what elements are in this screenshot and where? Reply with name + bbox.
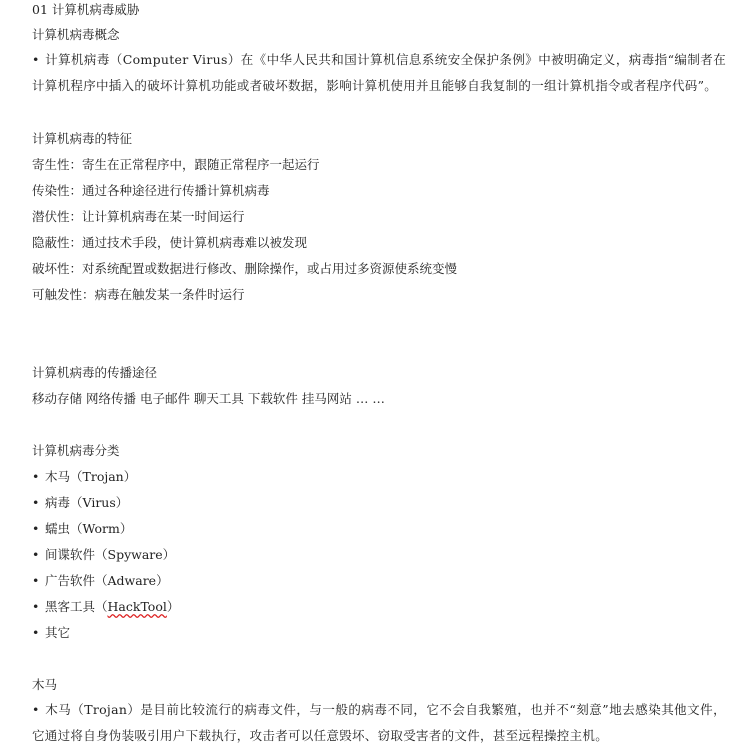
feature-item: 可触发性：病毒在触发某一条件时运行 (32, 287, 245, 302)
bullet-icon: • (32, 702, 40, 717)
features-heading: 计算机病毒的特征 (32, 131, 133, 146)
bullet-icon: • (32, 495, 40, 510)
spellcheck-underlined-term: HackTool (107, 599, 167, 614)
feature-item: 传染性：通过各种途径进行传播计算机病毒 (32, 183, 270, 198)
classification-item: • 木马（Trojan） (32, 469, 137, 484)
spread-routes: 移动存储 网络传播 电子邮件 聊天工具 下载软件 挂马网站 … … (32, 391, 385, 406)
classification-item: • 广告软件（Adware） (32, 573, 169, 588)
bullet-icon: • (32, 547, 40, 562)
classification-item: • 蠕虫（Worm） (32, 521, 133, 536)
classification-item: • 病毒（Virus） (32, 495, 129, 510)
concept-definition-text: 计算机病毒（Computer Virus）在《中华人民共和国计算机信息系统安全保护条例》中被明确定义，病毒指“编制者在计算机程序中插入的破坏计算机功能或者破坏数据，影响计算机使用并且能够自我复制的一组计算机指令或者程序代码”。 (32, 52, 726, 93)
bullet-icon: • (32, 469, 40, 484)
classification-item: • 间谍软件（Spyware） (32, 547, 176, 562)
trojan-heading: 木马 (32, 677, 58, 692)
bullet-icon: • (32, 52, 40, 67)
trojan-description (32, 697, 726, 749)
concept-definition (32, 47, 726, 99)
bullet-icon: • (32, 599, 40, 614)
trojan-description-text: 木马（Trojan）是目前比较流行的病毒文件，与一般的病毒不同，它不会自我繁殖，也并不“刻意”地去感染其他文件，它通过将自身伪装吸引用户下载执行，攻击者可以任意毁坏、窃取受害者的文件，甚至远程操控主机。 (32, 702, 726, 743)
feature-item: 破坏性：对系统配置或数据进行修改、删除操作，或占用过多资源使系统变慢 (32, 261, 458, 276)
feature-item: 潜伏性：让计算机病毒在某一时间运行 (32, 209, 245, 224)
classification-item: • 黑客工具（HackTool） (32, 599, 180, 614)
bullet-icon: • (32, 573, 40, 588)
bullet-icon: • (32, 521, 40, 536)
classification-heading: 计算机病毒分类 (32, 443, 120, 458)
concept-heading: 计算机病毒概念 (32, 27, 120, 42)
section-title: 01 计算机病毒威胁 (32, 2, 140, 17)
feature-item: 寄生性：寄生在正常程序中，跟随正常程序一起运行 (32, 157, 320, 172)
spread-heading: 计算机病毒的传播途径 (32, 365, 158, 380)
feature-item: 隐蔽性：通过技术手段，使计算机病毒难以被发现 (32, 235, 308, 250)
bullet-icon: • (32, 625, 40, 640)
classification-item: • 其它 (32, 625, 71, 640)
